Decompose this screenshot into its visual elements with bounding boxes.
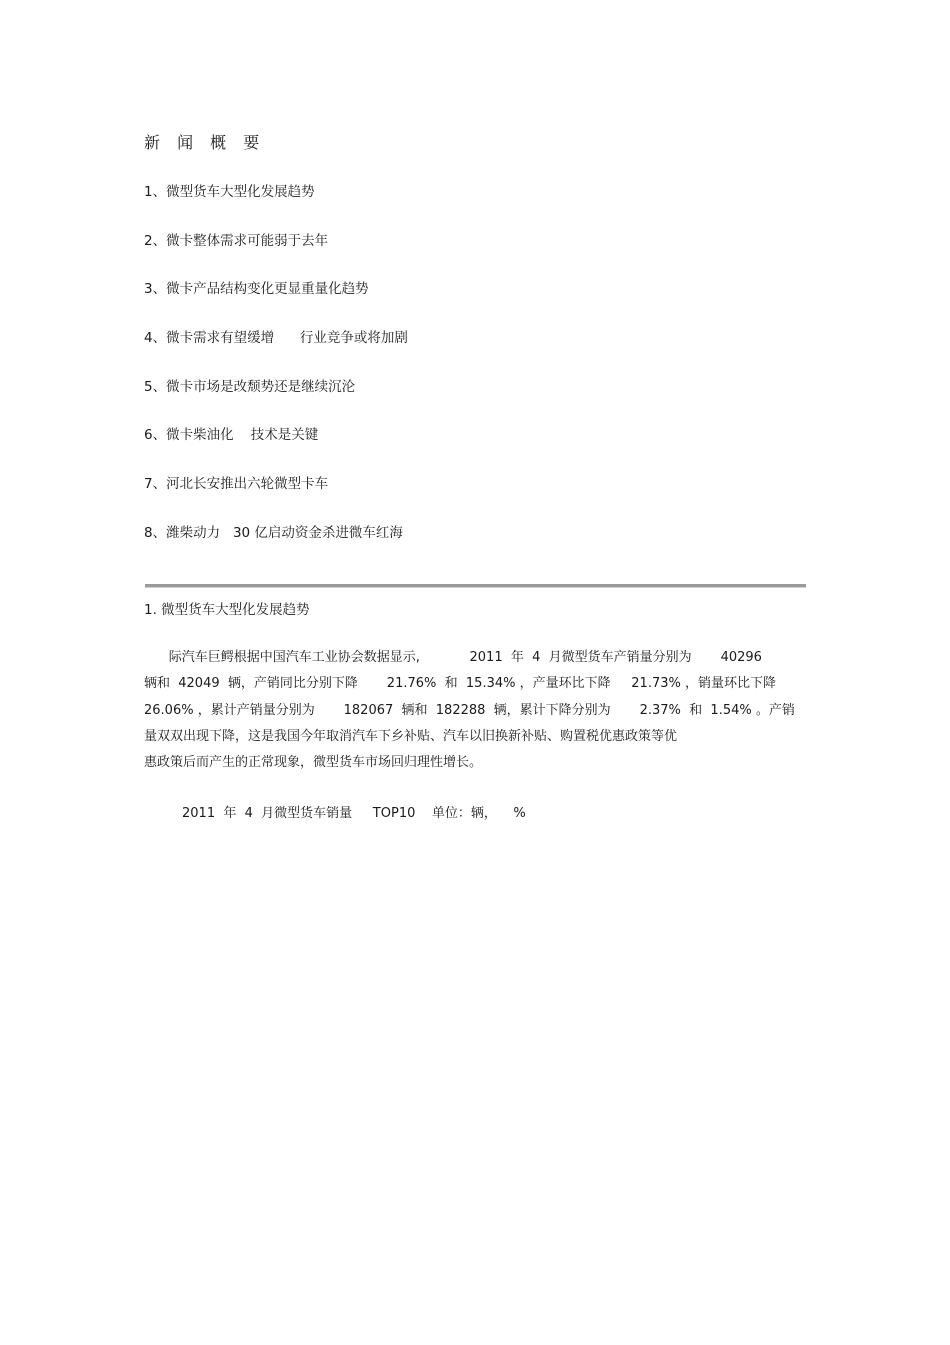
summary-item: 3、微卡产品结构变化更显重量化趋势 <box>144 281 369 298</box>
table-caption: 2011 年 4 月微型货车销量 TOP10 单位：辆， % <box>182 806 526 821</box>
summary-item: 7、河北长安推出六轮微型卡车 <box>144 476 329 493</box>
article-line: 辆和 42049 辆，产销同比分别下降 21.76% 和 15.34% ，产量环比下降 21.73% ，销量环比下降 <box>144 676 776 692</box>
summary-item: 1、微型货车大型化发展趋势 <box>144 184 315 200</box>
section-divider <box>145 584 806 588</box>
article-line: 26.06% ，累计产销量分别为 182067 辆和 182288 辆，累计下降分别为 2.37% 和 1.54% 。产销 <box>144 702 795 718</box>
summary-title: 新 闻 概 要 <box>144 133 266 152</box>
summary-item: 4、微卡需求有望缓增 行业竞争或将加剧 <box>144 330 408 347</box>
article-body <box>144 648 804 779</box>
summary-list <box>144 182 408 572</box>
article-title: 1. 微型货车大型化发展趋势 <box>144 602 310 618</box>
summary-item: 6、微卡柴油化 技术是关键 <box>144 427 319 444</box>
summary-item: 5、微卡市场是改颓势还是继续沉沦 <box>144 378 356 395</box>
article-line: 惠政策后而产生的正常现象，微型货车市场回归理性增长。 <box>144 755 483 771</box>
summary-item: 2、微卡整体需求可能弱于去年 <box>144 232 329 249</box>
article-line: 量双双出现下降，这是我国今年取消汽车下乡补贴、汽车以旧换新补贴、购置税优惠政策等优 <box>144 728 678 744</box>
article-line: 际汽车巨鳄根据中国汽车工业协会数据显示, 2011 年 4 月微型货车产销量分别为 40296 <box>144 650 762 665</box>
summary-item: 8、潍柴动力 30 亿启动资金杀进微车红海 <box>144 524 403 541</box>
